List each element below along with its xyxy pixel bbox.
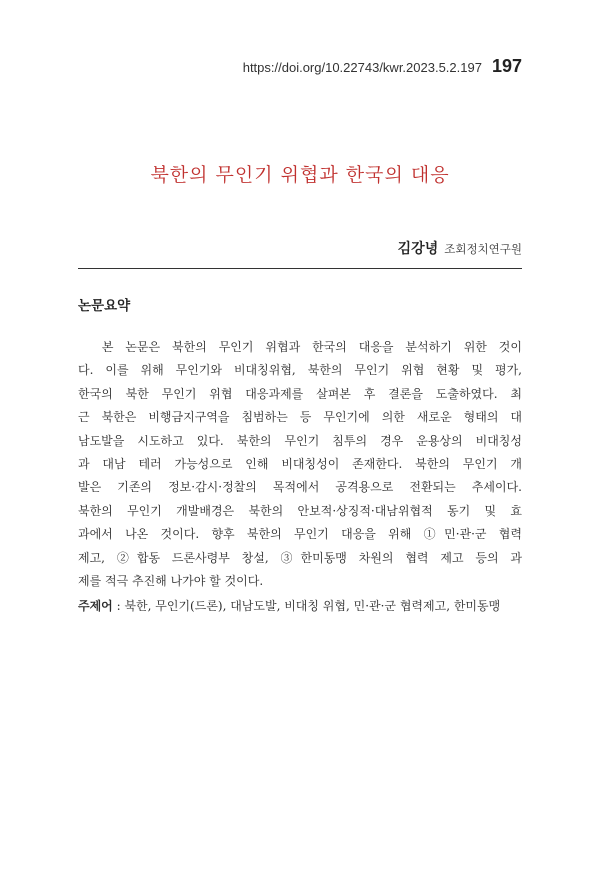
keywords-separator: : [112,599,125,613]
paper-title: 북한의 무인기 위협과 한국의 대응 [150,164,450,186]
abstract-heading: 논문요약 [78,298,131,314]
abstract-line: 발은 기존의 정보·감시·정찰의 목적에서 공격용으로 전환되는 추세이다. [78,480,522,495]
author-affiliation: 조회정치연구원 [444,242,522,256]
abstract-line: 제고, ②합동 드론사령부 창설, ③한미동맹 차원의 협력 제고 등의 과 [78,550,522,565]
keywords-text: 북한, 무인기(드론), 대남도발, 비대칭 위협, 민·관·군 협력제고, 한미동맹 [124,599,501,613]
abstract-line: 제를 적극 추진해 나가야 할 것이다. [78,573,264,588]
page-header [243,56,522,77]
title-divider [78,268,522,269]
abstract-line: 다. 이를 위해 무인기와 비대칭위협, 북한의 무인기 위협 현황 및 평가, [78,363,522,378]
abstract-line: 근 북한은 비행금지구역을 침범하는 등 무인기에 의한 새로운 형태의 대 [78,410,522,425]
keywords-line [78,597,522,614]
abstract-body [78,336,522,593]
abstract-line: 본 논문은 북한의 무인기 위협과 한국의 대응을 분석하기 위한 것이 [78,340,522,354]
abstract-line: 한국의 북한 무인기 위협 대응과제를 살펴본 후 결론을 도출하였다. 최 [78,386,522,401]
abstract-line: 북한의 무인기 개발배경은 북한의 안보적·상징적·대남위협적 동기 및 효 [78,503,522,518]
doi-link[interactable]: https://doi.org/10.22743/kwr.2023.5.2.197 [242,60,482,75]
author-line [398,238,522,258]
page-number: 197 [491,56,522,76]
keywords-label: 주제어 [78,599,113,613]
author-name: 김강녕 [397,241,439,257]
abstract-line: 남도발을 시도하고 있다. 북한의 무인기 침투의 경우 운용상의 비대칭성 [78,433,522,448]
abstract-line: 과 대남 테러 가능성으로 인해 비대칭성이 존재한다. 북한의 무인기 개 [78,456,522,471]
abstract-line: 과에서 나온 것이다. 향후 북한의 무인기 대응을 위해 ①민·관·군 협력 [78,527,522,542]
